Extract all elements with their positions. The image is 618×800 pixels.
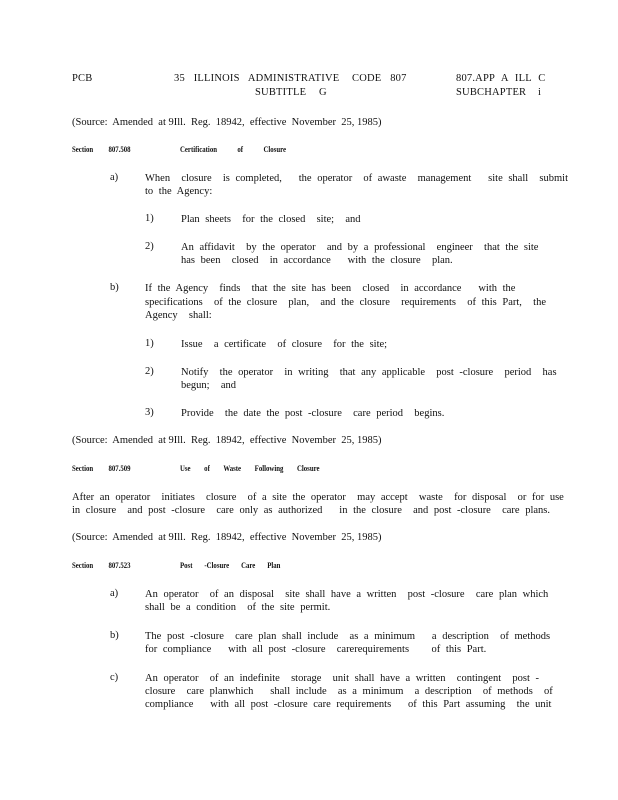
paragraph-line: Notify the operator in writing that any applicable post -closure period has xyxy=(181,367,557,378)
item-label: 3) xyxy=(145,407,154,418)
source-note: (Source: Amended at 9Ill. Reg. 18942, effective November 25, 1985) xyxy=(72,117,382,128)
paragraph-line: An operator of an disposal site shall have a written post -closure care plan which xyxy=(145,589,549,600)
paragraph-line: begun; and xyxy=(181,380,236,391)
section-title: Certification of Closure xyxy=(180,145,287,154)
paragraph-line: specifications of the closure plan, and the closure requirements of this Part, the xyxy=(145,297,546,308)
header-agency: PCB xyxy=(72,73,93,84)
header-subchapter-letter: i xyxy=(538,87,542,98)
paragraph-line: Agency shall: xyxy=(145,310,212,321)
paragraph-line: The post -closure care plan shall include as a minimum a description of methods xyxy=(145,631,551,642)
paragraph-line: Plan sheets for the closed site; and xyxy=(181,214,361,225)
source-note: (Source: Amended at 9Ill. Reg. 18942, effective November 25, 1985) xyxy=(72,435,382,446)
paragraph-line: has been closed in accordance with the closure plan. xyxy=(181,255,453,266)
paragraph-line: When closure is completed, the operator of awaste management site shall submit xyxy=(145,173,569,184)
section-number: Section 807.523 xyxy=(72,561,131,570)
paragraph-line: After an operator initiates closure of a site the operator may accept waste for disposal or for use xyxy=(72,492,564,503)
paragraph-line: An affidavit by the operator and by a professional engineer that the site xyxy=(181,242,539,253)
item-label: b) xyxy=(110,630,119,641)
paragraph-line: Provide the date the post -closure care period begins. xyxy=(181,408,445,419)
paragraph-line: If the Agency finds that the site has been closed in accordance with the xyxy=(145,283,516,294)
item-label: 2) xyxy=(145,241,154,252)
section-number: Section 807.509 xyxy=(72,464,131,473)
header-title: 35 ILLINOIS ADMINISTRATIVE xyxy=(174,73,340,84)
paragraph-line: Issue a certificate of closure for the site; xyxy=(181,339,388,350)
item-label: 1) xyxy=(145,213,154,224)
paragraph-line: for compliance with all post -closure carerequirements of this Part. xyxy=(145,644,487,655)
item-label: c) xyxy=(110,672,119,683)
paragraph-line: An operator of an indefinite storage unit shall have a written contingent post - xyxy=(145,673,539,684)
paragraph-line: closure care planwhich shall include as a minimum a description of methods of xyxy=(145,686,553,697)
header-code: CODE 807 xyxy=(352,73,407,84)
header-subchapter: SUBCHAPTER xyxy=(456,87,527,98)
paragraph-line: shall be a condition of the site permit. xyxy=(145,602,331,613)
paragraph-line: to the Agency: xyxy=(145,186,213,197)
item-label: 2) xyxy=(145,366,154,377)
item-label: a) xyxy=(110,588,119,599)
paragraph-line: in closure and post -closure care only as authorized in the closure and post -closure care plans. xyxy=(72,505,550,516)
section-title: Use of Waste Following Closure xyxy=(180,464,320,473)
section-number: Section 807.508 xyxy=(72,145,131,154)
header-subtitle: SUBTITLE G xyxy=(255,87,327,98)
item-label: a) xyxy=(110,172,119,183)
item-label: b) xyxy=(110,282,119,293)
item-label: 1) xyxy=(145,338,154,349)
paragraph-line: compliance with all post -closure care requirements of this Part assuming the unit xyxy=(145,699,552,710)
section-title: Post -Closure Care Plan xyxy=(180,561,281,570)
header-section-ref: 807.APP A ILL C xyxy=(456,73,546,84)
source-note: (Source: Amended at 9Ill. Reg. 18942, effective November 25, 1985) xyxy=(72,532,382,543)
